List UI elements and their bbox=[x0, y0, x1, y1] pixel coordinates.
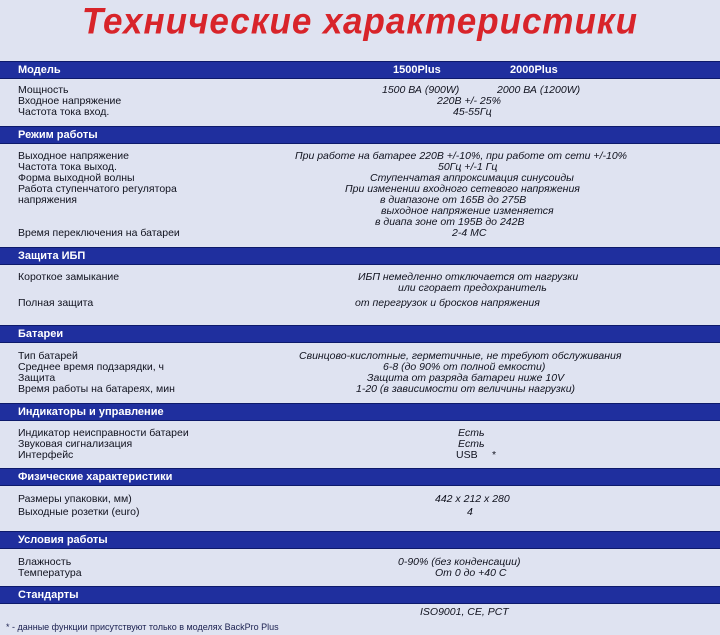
standards-header: Стандарты bbox=[18, 589, 79, 601]
charge-time-label: Среднее время подзарядки, ч bbox=[18, 361, 165, 373]
input-freq-label: Частота тока вход. bbox=[18, 106, 110, 118]
spec-row-short-circuit bbox=[0, 272, 720, 283]
batteries-header: Батареи bbox=[18, 328, 64, 340]
charge-time-value: 6-8 (до 90% от полной емкости) bbox=[383, 361, 546, 373]
temperature-label: Температура bbox=[18, 567, 82, 579]
switch-time-label: Время переключения на батареи bbox=[18, 227, 180, 239]
spec-row-humidity bbox=[0, 557, 720, 568]
humidity-label: Влажность bbox=[18, 556, 72, 568]
conditions-header: Условия работы bbox=[18, 534, 108, 546]
input-voltage-value: 220В +/- 25% bbox=[437, 95, 501, 107]
power-value-2000: 2000 ВА (1200W) bbox=[497, 84, 581, 96]
spec-row-sound-alarm bbox=[0, 439, 720, 450]
runtime-value: 1-20 (в зависимости от величины нагрузки) bbox=[356, 383, 576, 395]
input-voltage-label: Входное напряжение bbox=[18, 95, 122, 107]
section-bar-model bbox=[0, 61, 720, 79]
out-freq-value: 50Гц +/-1 Гц bbox=[438, 161, 498, 173]
spec-row-outlets bbox=[0, 507, 720, 518]
regulator-value-2: в диапазоне от 165В до 275В bbox=[380, 194, 527, 206]
outlets-label: Выходные розетки (euro) bbox=[18, 506, 140, 518]
regulator-label-2: напряжения bbox=[18, 194, 77, 206]
spec-row-short-circuit-2 bbox=[0, 283, 720, 294]
interface-footnote-mark: * bbox=[492, 449, 497, 461]
section-bar-mode bbox=[0, 126, 720, 144]
section-bar-conditions bbox=[0, 531, 720, 549]
out-voltage-value: При работе на батарее 220В +/-10%, при работе от сети +/-10% bbox=[295, 150, 627, 162]
footnote: * - данные функции присутствуют только в моделях BackPro Plus bbox=[6, 622, 279, 632]
regulator-label-1: Работа ступенчатого регулятора bbox=[18, 183, 177, 195]
section-bar-protection bbox=[0, 247, 720, 265]
spec-row-input-freq bbox=[0, 107, 720, 118]
sound-alarm-value: Есть bbox=[458, 438, 485, 450]
section-bar-batteries bbox=[0, 325, 720, 343]
short-circuit-value-1: ИБП немедленно отключается от нагрузки bbox=[358, 271, 579, 283]
battery-fault-value: Есть bbox=[458, 427, 485, 439]
spec-row-temperature bbox=[0, 568, 720, 579]
out-freq-label: Частота тока выход. bbox=[18, 161, 117, 173]
humidity-value: 0-90% (без конденсации) bbox=[398, 556, 521, 568]
spec-row-charge-time bbox=[0, 362, 720, 373]
sound-alarm-label: Звуковая сигнализация bbox=[18, 438, 133, 450]
page-title: Технические характеристики bbox=[81, 0, 639, 42]
battery-type-label: Тип батарей bbox=[18, 350, 78, 362]
out-voltage-label: Выходное напряжение bbox=[18, 150, 129, 162]
short-circuit-label: Короткое замыкание bbox=[18, 271, 120, 283]
spec-row-runtime bbox=[0, 384, 720, 395]
protection-header: Защита ИБП bbox=[18, 250, 86, 262]
spec-row-standards bbox=[0, 607, 720, 618]
regulator-value-1: При изменении входного сетевого напряжения bbox=[345, 183, 580, 195]
model-col-1500: 1500Plus bbox=[393, 64, 441, 76]
package-size-value: 442 x 212 x 280 bbox=[435, 493, 510, 505]
full-protection-value: от перегрузок и бросков напряжения bbox=[355, 297, 540, 309]
model-col-2000: 2000Plus bbox=[510, 64, 558, 76]
section-bar-standards bbox=[0, 586, 720, 604]
battery-protection-label: Защита bbox=[18, 372, 56, 384]
switch-time-value: 2-4 МС bbox=[452, 227, 487, 239]
outlets-value: 4 bbox=[467, 506, 473, 518]
spec-row-switch-time bbox=[0, 228, 720, 239]
physical-header: Физические характеристики bbox=[18, 471, 173, 483]
power-label: Мощность bbox=[18, 84, 69, 96]
section-bar-indicators bbox=[0, 403, 720, 421]
battery-type-value: Свинцово-кислотные, герметичные, не требуют обслуживания bbox=[299, 350, 622, 362]
indicators-header: Индикаторы и управление bbox=[18, 406, 164, 418]
interface-value: USB bbox=[456, 449, 478, 461]
wave-label: Форма выходной волны bbox=[18, 172, 135, 184]
package-size-label: Размеры упаковки, мм) bbox=[18, 493, 132, 505]
spec-row-full-protection bbox=[0, 298, 720, 309]
section-bar-physical bbox=[0, 468, 720, 486]
interface-label: Интерфейс bbox=[18, 449, 74, 461]
spec-row-regulator-2 bbox=[0, 195, 720, 206]
power-value-1500: 1500 ВА (900W) bbox=[382, 84, 460, 96]
spec-row-interface bbox=[0, 450, 720, 461]
runtime-label: Время работы на батареях, мин bbox=[18, 383, 175, 395]
regulator-value-3: выходное напряжение изменяется bbox=[381, 205, 554, 217]
regulator-value-4: в диапа зоне от 195В до 242В bbox=[375, 216, 525, 228]
spec-row-package-size bbox=[0, 494, 720, 505]
spec-row-regulator bbox=[0, 184, 720, 195]
model-label: Модель bbox=[18, 64, 61, 76]
spec-row-regulator-3 bbox=[0, 206, 720, 217]
temperature-value: От 0 до +40 С bbox=[435, 567, 507, 579]
input-freq-value: 45-55Гц bbox=[453, 106, 492, 118]
battery-protection-value: Защита от разряда батареи ниже 10V bbox=[367, 372, 565, 384]
wave-value: Ступенчатая аппроксимация синусоиды bbox=[370, 172, 574, 184]
standards-value: ISO9001, CE, PCT bbox=[420, 606, 509, 618]
mode-header: Режим работы bbox=[18, 129, 98, 141]
short-circuit-value-2: или сгорает предохранитель bbox=[398, 282, 547, 294]
full-protection-label: Полная защита bbox=[18, 297, 94, 309]
battery-fault-label: Индикатор неисправности батареи bbox=[18, 427, 189, 439]
